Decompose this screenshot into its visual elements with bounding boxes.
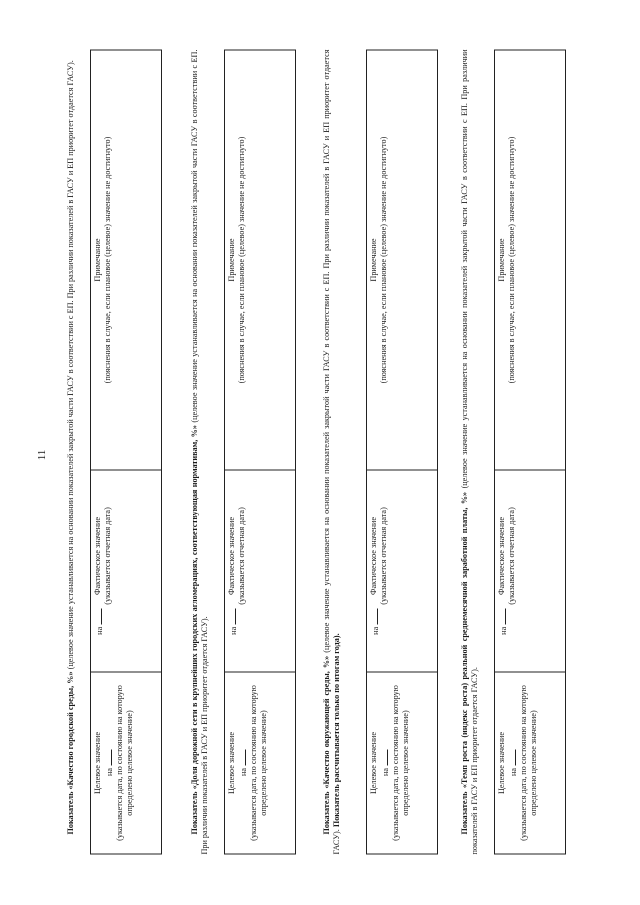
indicator-table: [90, 50, 162, 855]
fact-value-cell: [91, 470, 162, 672]
target-title: Целевое значение: [227, 731, 236, 795]
fact-title: Фактическое значение: [369, 516, 378, 595]
indicator-prefix: Показатель: [322, 788, 331, 835]
fact-title: Фактическое значение: [497, 516, 506, 595]
indicator-section-3: [322, 49, 410, 855]
note-text: (пояснения в случае, если плановое (целевое) значение не достигнуто): [379, 136, 388, 384]
indicator-description: [460, 50, 480, 855]
indicator-table: [366, 50, 438, 855]
fact-date-prefix: на: [227, 609, 239, 635]
target-note: (указывается дата, по состоянию на которую определено целевое значение): [249, 685, 268, 841]
target-date-line: на: [103, 676, 115, 851]
target-title: Целевое значение: [93, 731, 102, 795]
indicator-bold-tail: Показатель рассчитывается только по итогам года).: [332, 633, 341, 828]
target-title: Целевое значение: [369, 731, 378, 795]
indicator-text: (целевое значение устанавливается на основании показателей закрытой части ГАСУ в соответствии с ЕП. При различии показателей в ГАСУ и ЕП приоритет отдается ГАСУ).: [66, 60, 75, 672]
target-date-line: на: [507, 676, 519, 851]
fact-note: (указывается отчетная дата): [379, 507, 388, 605]
rotated-content: [60, 50, 580, 855]
indicator-description: [322, 50, 342, 855]
indicator-section-2: [190, 49, 268, 855]
note-title: Примечание: [369, 238, 378, 282]
fact-value-cell: [367, 470, 438, 672]
fact-note: (указывается отчетная дата): [103, 507, 112, 605]
fact-note: (указывается отчетная дата): [237, 507, 246, 605]
target-note: (указывается дата, по состоянию на которую определено целевое значение): [115, 685, 134, 841]
indicator-description: [190, 50, 210, 855]
target-note: (указывается дата, по состоянию на которую определено целевое значение): [391, 685, 410, 841]
indicator-section-4: [460, 49, 538, 855]
indicator-description: [66, 50, 76, 855]
indicator-prefix: Показатель: [66, 789, 75, 835]
indicator-table: [494, 50, 566, 855]
indicator-name: «Качество окружающей среды, %»: [322, 655, 331, 789]
target-value-cell: [91, 672, 162, 854]
fact-title: Фактическое значение: [227, 516, 236, 595]
note-cell: [495, 50, 566, 470]
indicator-section-1: [66, 50, 134, 855]
fact-value-cell: [495, 470, 566, 672]
target-value-cell: [367, 672, 438, 854]
target-title: Целевое значение: [497, 731, 506, 795]
note-cell: [225, 50, 296, 470]
indicator-text: (целевое значение устанавливается на основании показателей закрытой части ГАСУ в соответствии с ЕП. При различии показателей в ГАСУ и ЕП приоритет отдается ГАСУ).: [322, 49, 341, 855]
note-cell: [91, 50, 162, 470]
note-cell: [367, 50, 438, 470]
target-note: (указывается дата, по состоянию на которую определено целевое значение): [519, 685, 538, 841]
indicator-name: «Качество городской среды, %»: [66, 671, 75, 790]
note-text: (пояснения в случае, если плановое (целевое) значение не достигнуто): [103, 136, 112, 384]
note-text: (пояснения в случае, если плановое (целевое) значение не достигнуто): [237, 136, 246, 384]
fact-title: Фактическое значение: [93, 516, 102, 595]
fact-date-prefix: на: [497, 609, 509, 635]
note-title: Примечание: [93, 238, 102, 282]
fact-note: (указывается отчетная дата): [507, 507, 516, 605]
note-text: (пояснения в случае, если плановое (целевое) значение не достигнуто): [507, 136, 516, 384]
target-date-line: на: [237, 676, 249, 851]
fact-value-cell: [225, 470, 296, 672]
target-value-cell: [225, 672, 296, 854]
fact-date-prefix: на: [369, 609, 381, 635]
indicator-table: [224, 50, 296, 855]
indicator-prefix: Показатель: [460, 788, 469, 835]
target-value-cell: [495, 672, 566, 854]
note-title: Примечание: [227, 238, 236, 282]
page-number: 11: [36, 449, 48, 461]
fact-date-prefix: на: [93, 609, 105, 635]
indicator-name: «Темп роста (индекс роста) реальной среднемесячной заработной платы, %»: [460, 491, 469, 789]
indicator-prefix: Показатель: [190, 789, 199, 835]
target-date-line: на: [379, 676, 391, 851]
indicator-name: «Доля дорожной сети в крупнейших городских агломерациях, соответствующая нормативам, %»: [190, 425, 199, 790]
indicator-text: (целевое значение устанавливается на основании показателей закрытой части ГАСУ в соответствии с ЕП. При различии показателей в ГАСУ и ЕП приоритет отдается ГАСУ).: [190, 49, 209, 855]
indicator-text: (целевое значение устанавливается на основании показателей закрытой части ГАСУ в соответствии с ЕП. При различии показателей в ГАСУ и ЕП приоритет отдается ГАСУ).: [460, 49, 479, 855]
note-title: Примечание: [497, 238, 506, 282]
